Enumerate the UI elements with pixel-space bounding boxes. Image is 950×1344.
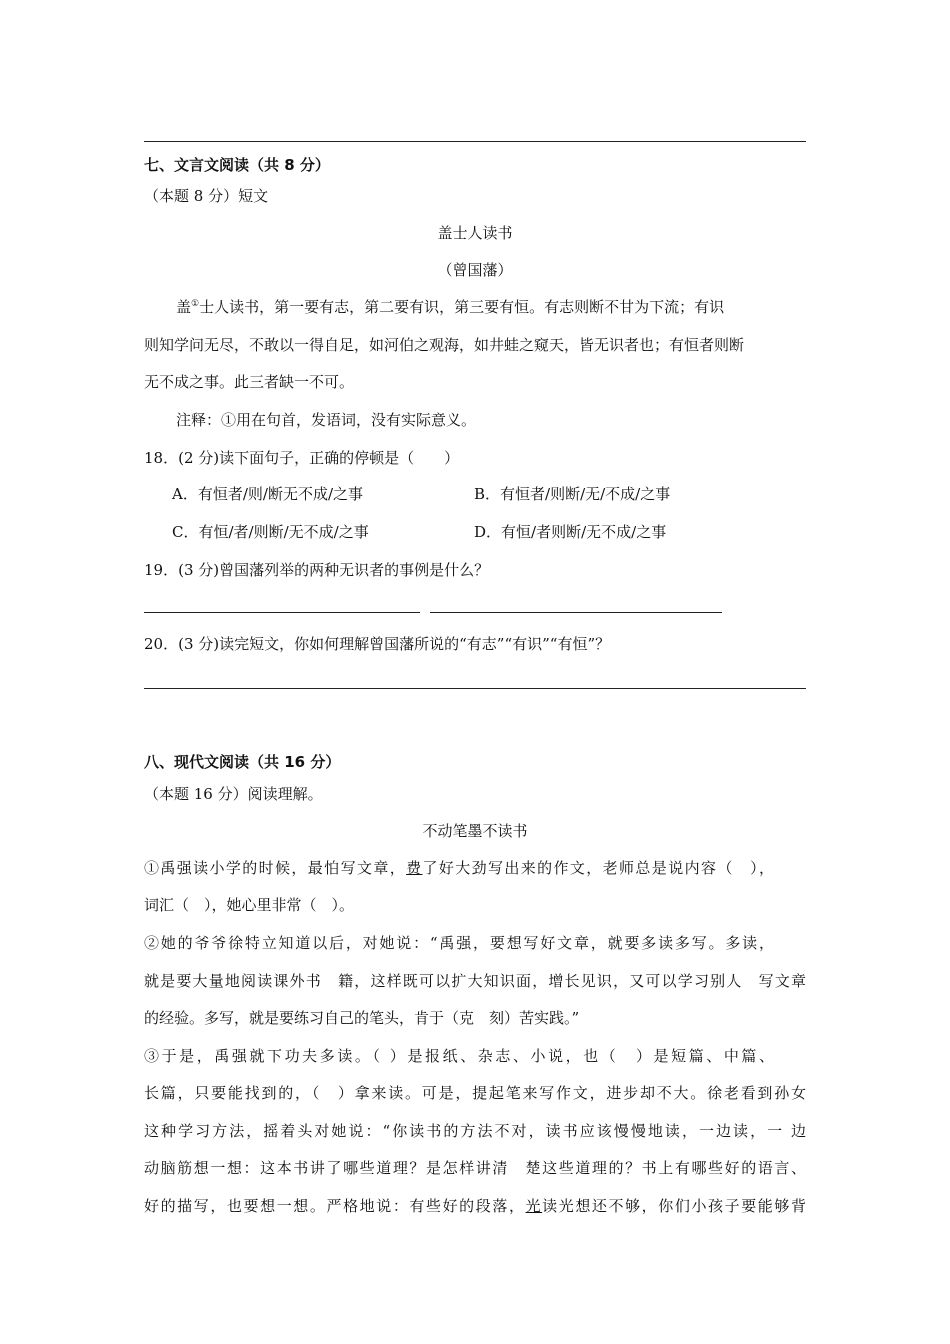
footnote-mark: ① [191, 299, 200, 309]
passage-note: 注释：①用在句首，发语词，没有实际意义。 [176, 411, 477, 429]
section8-heading: 八、现代文阅读（共 16 分） [144, 753, 341, 771]
para3-line-3: 这种学习方法，摇着头对她说：“你读书的方法不对，读书应该慢慢地读，一边读，一 边 [144, 1122, 806, 1140]
para3-line-2: 长篇，只要能找到的，（ ）拿来读。可是，提起笔来写作文，进步却不大。徐老看到孙女 [144, 1084, 806, 1102]
passage-author: （曾国藩） [437, 261, 513, 279]
section7-heading: 七、文言文阅读（共 8 分） [144, 156, 330, 174]
para1-line-1: ①禹强读小学的时候，最怕写文章，费了好大劲写出来的作文，老师总是说内容（ ）， [144, 859, 774, 877]
underlined-char-fei: 费 [406, 859, 423, 877]
article-title: 不动笔墨不读书 [422, 822, 528, 840]
q18-option-c[interactable]: C．有恒/者/则断/无不成/之事 [172, 523, 369, 541]
passage-title: 盖士人读书 [437, 224, 513, 242]
underlined-char-guang: 光 [525, 1197, 543, 1215]
section8-intro: （本题 16 分）阅读理解。 [144, 785, 323, 803]
passage-line-3: 无不成之事。此三者缺一不可。 [144, 373, 355, 391]
top-divider [144, 141, 806, 142]
para2-line-1: ②她的爷爷徐特立知道以后，对她说：“禹强，要想写好文章，就要多读多写。多读， [144, 934, 774, 952]
q18-option-d[interactable]: D．有恒/者则断/无不成/之事 [474, 523, 667, 541]
section7-intro: （本题 8 分）短文 [144, 187, 269, 205]
passage-line-1: 盖①士人读书，第一要有志，第二要有识，第三要有恒。有志则断不甘为下流；有识 [176, 298, 725, 316]
q18-option-b[interactable]: B．有恒者/则断/无/不成/之事 [474, 485, 671, 503]
para2-line-2: 就是要大量地阅读课外书 籍，这样既可以扩大知识面，增长见识，又可以学习别人 写文章 [144, 972, 806, 990]
q20-answer-blank[interactable] [144, 688, 806, 689]
para3-line-1: ③于是，禹强就下功夫多读。（ ）是报纸、杂志、小说，也（ ）是短篇、中篇、 [144, 1047, 774, 1065]
q20-stem: 20．(3 分)读完短文，你如何理解曾国藩所说的“有志”“有识”“有恒”？ [144, 635, 611, 653]
q18-stem: 18．(2 分)读下面句子，正确的停顿是（ ） [144, 449, 460, 467]
q19-stem: 19．(3 分)曾国藩列举的两种无识者的事例是什么？ [144, 561, 490, 579]
q19-answer-blank-1[interactable] [144, 612, 420, 613]
para3-line-5: 好的描写，也要想一想。严格地说：有些好的段落，光读光想还不够，你们小孩子要能够背 [144, 1197, 806, 1215]
para1-line-2: 词汇（ ），她心里非常（ ）。 [144, 896, 355, 914]
q18-option-a[interactable]: A．有恒者/则/断无不成/之事 [172, 485, 363, 503]
q19-answer-blank-2[interactable] [430, 612, 722, 613]
passage-line-2: 则知学问无尽，不敢以一得自足，如河伯之观海，如井蛙之窥天，皆无识者也；有恒者则断 [144, 336, 745, 354]
para2-line-3: 的经验。多写，就是要练习自己的笔头，肯于（克 刻）苦实践。” [144, 1009, 580, 1027]
para3-line-4: 动脑筋想一想：这本书讲了哪些道理？是怎样讲清 楚这些道理的？书上有哪些好的语言、 [144, 1159, 806, 1177]
passage-first-char: 盖 [176, 298, 192, 316]
